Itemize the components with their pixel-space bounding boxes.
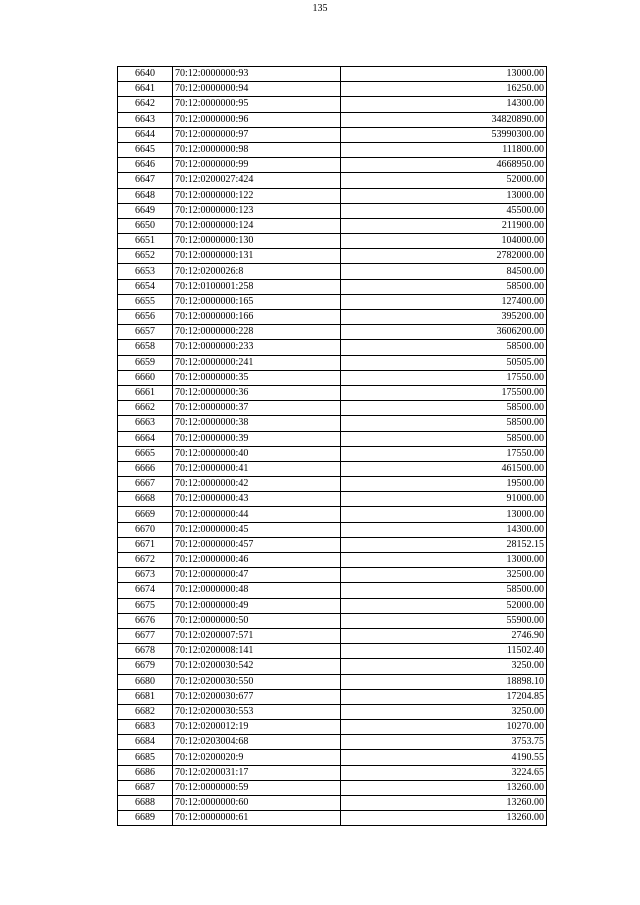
cadastral-value-cell: 52000.00 xyxy=(341,598,547,613)
row-number-cell: 6673 xyxy=(118,568,173,583)
row-number-cell: 6662 xyxy=(118,401,173,416)
cadastral-number-cell: 70:12:0000000:49 xyxy=(173,598,341,613)
cadastral-number-cell: 70:12:0000000:241 xyxy=(173,355,341,370)
table-row xyxy=(118,294,547,309)
table-row xyxy=(118,796,547,811)
row-number-cell: 6686 xyxy=(118,765,173,780)
table-row xyxy=(118,704,547,719)
cadastral-value-cell: 58500.00 xyxy=(341,431,547,446)
cadastral-value-cell: 32500.00 xyxy=(341,568,547,583)
table-row xyxy=(118,158,547,173)
table-row xyxy=(118,127,547,142)
cadastral-value-cell: 45500.00 xyxy=(341,203,547,218)
cadastral-value-cell: 84500.00 xyxy=(341,264,547,279)
cadastral-value-cell: 4190.55 xyxy=(341,750,547,765)
table-row xyxy=(118,446,547,461)
table-row xyxy=(118,401,547,416)
row-number-cell: 6679 xyxy=(118,659,173,674)
cadastral-value-cell: 58500.00 xyxy=(341,583,547,598)
row-number-cell: 6643 xyxy=(118,112,173,127)
row-number-cell: 6654 xyxy=(118,279,173,294)
cadastral-value-cell: 3753.75 xyxy=(341,735,547,750)
table-row xyxy=(118,142,547,157)
row-number-cell: 6663 xyxy=(118,416,173,431)
cadastral-number-cell: 70:12:0000000:41 xyxy=(173,461,341,476)
row-number-cell: 6671 xyxy=(118,537,173,552)
row-number-cell: 6682 xyxy=(118,704,173,719)
cadastral-number-cell: 70:12:0000000:50 xyxy=(173,613,341,628)
row-number-cell: 6660 xyxy=(118,370,173,385)
table-row xyxy=(118,264,547,279)
cadastral-value-cell: 104000.00 xyxy=(341,234,547,249)
cadastral-value-cell: 58500.00 xyxy=(341,279,547,294)
cadastral-value-cell: 52000.00 xyxy=(341,173,547,188)
cadastral-number-cell: 70:12:0200027:424 xyxy=(173,173,341,188)
cadastral-number-cell: 70:12:0000000:61 xyxy=(173,811,341,826)
cadastral-value-cell: 2782000.00 xyxy=(341,249,547,264)
cadastral-value-cell: 13260.00 xyxy=(341,811,547,826)
cadastral-number-cell: 70:12:0000000:98 xyxy=(173,142,341,157)
table-row xyxy=(118,720,547,735)
cadastral-number-cell: 70:12:0200008:141 xyxy=(173,644,341,659)
table-row xyxy=(118,385,547,400)
cadastral-value-cell: 91000.00 xyxy=(341,492,547,507)
table-row xyxy=(118,188,547,203)
table-row xyxy=(118,218,547,233)
cadastral-number-cell: 70:12:0000000:36 xyxy=(173,385,341,400)
cadastral-value-cell: 55900.00 xyxy=(341,613,547,628)
row-number-cell: 6680 xyxy=(118,674,173,689)
cadastral-value-cell: 58500.00 xyxy=(341,401,547,416)
table-row xyxy=(118,507,547,522)
table-row xyxy=(118,97,547,112)
table-body xyxy=(118,67,547,826)
cadastral-number-cell: 70:12:0200030:677 xyxy=(173,689,341,704)
cadastral-value-cell: 211900.00 xyxy=(341,218,547,233)
row-number-cell: 6666 xyxy=(118,461,173,476)
table-row xyxy=(118,416,547,431)
table-row xyxy=(118,67,547,82)
table-row xyxy=(118,689,547,704)
table-row xyxy=(118,583,547,598)
cadastral-number-cell: 70:12:0000000:96 xyxy=(173,112,341,127)
table-row xyxy=(118,553,547,568)
cadastral-number-cell: 70:12:0000000:131 xyxy=(173,249,341,264)
row-number-cell: 6668 xyxy=(118,492,173,507)
table-row xyxy=(118,82,547,97)
table-row xyxy=(118,234,547,249)
cadastral-value-cell: 19500.00 xyxy=(341,477,547,492)
table-row xyxy=(118,522,547,537)
cadastral-value-cell: 34820890.00 xyxy=(341,112,547,127)
cadastral-number-cell: 70:12:0200031:17 xyxy=(173,765,341,780)
cadastral-value-cell: 3250.00 xyxy=(341,659,547,674)
cadastral-value-cell: 3224.65 xyxy=(341,765,547,780)
cadastral-value-cell: 17550.00 xyxy=(341,446,547,461)
table-row xyxy=(118,279,547,294)
row-number-cell: 6684 xyxy=(118,735,173,750)
row-number-cell: 6640 xyxy=(118,67,173,82)
row-number-cell: 6688 xyxy=(118,796,173,811)
row-number-cell: 6672 xyxy=(118,553,173,568)
table-row xyxy=(118,780,547,795)
cadastral-value-cell: 58500.00 xyxy=(341,416,547,431)
row-number-cell: 6648 xyxy=(118,188,173,203)
cadastral-number-cell: 70:12:0000000:44 xyxy=(173,507,341,522)
cadastral-number-cell: 70:12:0000000:122 xyxy=(173,188,341,203)
cadastral-number-cell: 70:12:0000000:166 xyxy=(173,310,341,325)
cadastral-value-cell: 2746.90 xyxy=(341,628,547,643)
cadastral-number-cell: 70:12:0000000:37 xyxy=(173,401,341,416)
table-row xyxy=(118,613,547,628)
cadastral-value-cell: 17550.00 xyxy=(341,370,547,385)
row-number-cell: 6674 xyxy=(118,583,173,598)
cadastral-number-cell: 70:12:0000000:60 xyxy=(173,796,341,811)
table-row xyxy=(118,765,547,780)
row-number-cell: 6669 xyxy=(118,507,173,522)
cadastral-number-cell: 70:12:0000000:130 xyxy=(173,234,341,249)
table-row xyxy=(118,340,547,355)
cadastral-value-cell: 14300.00 xyxy=(341,522,547,537)
cadastral-number-cell: 70:12:0200007:571 xyxy=(173,628,341,643)
row-number-cell: 6647 xyxy=(118,173,173,188)
cadastral-value-cell: 3250.00 xyxy=(341,704,547,719)
table-row xyxy=(118,203,547,218)
row-number-cell: 6664 xyxy=(118,431,173,446)
cadastral-number-cell: 70:12:0000000:123 xyxy=(173,203,341,218)
cadastral-number-cell: 70:12:0000000:228 xyxy=(173,325,341,340)
row-number-cell: 6677 xyxy=(118,628,173,643)
cadastral-value-cell: 14300.00 xyxy=(341,97,547,112)
cadastral-number-cell: 70:12:0200026:8 xyxy=(173,264,341,279)
row-number-cell: 6657 xyxy=(118,325,173,340)
row-number-cell: 6649 xyxy=(118,203,173,218)
row-number-cell: 6656 xyxy=(118,310,173,325)
row-number-cell: 6670 xyxy=(118,522,173,537)
table-row xyxy=(118,431,547,446)
cadastral-number-cell: 70:12:0000000:97 xyxy=(173,127,341,142)
row-number-cell: 6650 xyxy=(118,218,173,233)
cadastral-value-cell: 13260.00 xyxy=(341,780,547,795)
cadastral-number-cell: 70:12:0000000:124 xyxy=(173,218,341,233)
row-number-cell: 6658 xyxy=(118,340,173,355)
row-number-cell: 6641 xyxy=(118,82,173,97)
table-row xyxy=(118,750,547,765)
cadastral-number-cell: 70:12:0000000:99 xyxy=(173,158,341,173)
cadastral-value-cell: 50505.00 xyxy=(341,355,547,370)
table-row xyxy=(118,811,547,826)
cadastral-value-cell: 13000.00 xyxy=(341,67,547,82)
cadastral-value-cell: 127400.00 xyxy=(341,294,547,309)
row-number-cell: 6665 xyxy=(118,446,173,461)
table-row xyxy=(118,477,547,492)
row-number-cell: 6644 xyxy=(118,127,173,142)
cadastral-number-cell: 70:12:0000000:45 xyxy=(173,522,341,537)
row-number-cell: 6676 xyxy=(118,613,173,628)
table-row xyxy=(118,310,547,325)
row-number-cell: 6689 xyxy=(118,811,173,826)
cadastral-number-cell: 70:12:0000000:46 xyxy=(173,553,341,568)
cadastral-value-cell: 461500.00 xyxy=(341,461,547,476)
cadastral-value-cell: 18898.10 xyxy=(341,674,547,689)
cadastral-number-cell: 70:12:0200020:9 xyxy=(173,750,341,765)
cadastral-value-cell: 13000.00 xyxy=(341,507,547,522)
table-row xyxy=(118,112,547,127)
row-number-cell: 6681 xyxy=(118,689,173,704)
table-row xyxy=(118,173,547,188)
table-row xyxy=(118,492,547,507)
row-number-cell: 6675 xyxy=(118,598,173,613)
cadastral-value-cell: 28152.15 xyxy=(341,537,547,552)
cadastral-value-table xyxy=(117,66,547,826)
cadastral-number-cell: 70:12:0000000:38 xyxy=(173,416,341,431)
cadastral-value-cell: 4668950.00 xyxy=(341,158,547,173)
cadastral-number-cell: 70:12:0200030:542 xyxy=(173,659,341,674)
row-number-cell: 6685 xyxy=(118,750,173,765)
cadastral-number-cell: 70:12:0100001:258 xyxy=(173,279,341,294)
row-number-cell: 6655 xyxy=(118,294,173,309)
table-row xyxy=(118,659,547,674)
cadastral-value-cell: 111800.00 xyxy=(341,142,547,157)
row-number-cell: 6651 xyxy=(118,234,173,249)
cadastral-value-cell: 10270.00 xyxy=(341,720,547,735)
row-number-cell: 6659 xyxy=(118,355,173,370)
cadastral-number-cell: 70:12:0000000:94 xyxy=(173,82,341,97)
row-number-cell: 6667 xyxy=(118,477,173,492)
cadastral-value-cell: 13000.00 xyxy=(341,553,547,568)
cadastral-number-cell: 70:12:0000000:93 xyxy=(173,67,341,82)
cadastral-value-cell: 395200.00 xyxy=(341,310,547,325)
cadastral-number-cell: 70:12:0000000:35 xyxy=(173,370,341,385)
row-number-cell: 6645 xyxy=(118,142,173,157)
table-row xyxy=(118,598,547,613)
cadastral-number-cell: 70:12:0000000:457 xyxy=(173,537,341,552)
cadastral-number-cell: 70:12:0000000:43 xyxy=(173,492,341,507)
cadastral-number-cell: 70:12:0000000:48 xyxy=(173,583,341,598)
row-number-cell: 6661 xyxy=(118,385,173,400)
row-number-cell: 6642 xyxy=(118,97,173,112)
table-row xyxy=(118,461,547,476)
table-row xyxy=(118,674,547,689)
row-number-cell: 6646 xyxy=(118,158,173,173)
row-number-cell: 6678 xyxy=(118,644,173,659)
cadastral-value-cell: 17204.85 xyxy=(341,689,547,704)
cadastral-number-cell: 70:12:0000000:39 xyxy=(173,431,341,446)
table-row xyxy=(118,644,547,659)
table-row xyxy=(118,249,547,264)
cadastral-value-cell: 11502.40 xyxy=(341,644,547,659)
cadastral-value-cell: 3606200.00 xyxy=(341,325,547,340)
table-row xyxy=(118,628,547,643)
cadastral-number-cell: 70:12:0000000:233 xyxy=(173,340,341,355)
cadastral-number-cell: 70:12:0203004:68 xyxy=(173,735,341,750)
row-number-cell: 6652 xyxy=(118,249,173,264)
cadastral-number-cell: 70:12:0000000:95 xyxy=(173,97,341,112)
table-row xyxy=(118,325,547,340)
table-row xyxy=(118,735,547,750)
cadastral-value-cell: 58500.00 xyxy=(341,340,547,355)
table-row xyxy=(118,537,547,552)
cadastral-value-cell: 16250.00 xyxy=(341,82,547,97)
cadastral-value-cell: 53990300.00 xyxy=(341,127,547,142)
cadastral-number-cell: 70:12:0200030:553 xyxy=(173,704,341,719)
cadastral-value-cell: 175500.00 xyxy=(341,385,547,400)
cadastral-number-cell: 70:12:0200012:19 xyxy=(173,720,341,735)
cadastral-number-cell: 70:12:0000000:42 xyxy=(173,477,341,492)
page-number: 135 xyxy=(312,3,328,14)
table-row xyxy=(118,568,547,583)
cadastral-value-cell: 13000.00 xyxy=(341,188,547,203)
row-number-cell: 6687 xyxy=(118,780,173,795)
table-row xyxy=(118,370,547,385)
cadastral-number-cell: 70:12:0000000:59 xyxy=(173,780,341,795)
cadastral-number-cell: 70:12:0200030:550 xyxy=(173,674,341,689)
cadastral-value-cell: 13260.00 xyxy=(341,796,547,811)
cadastral-number-cell: 70:12:0000000:165 xyxy=(173,294,341,309)
row-number-cell: 6683 xyxy=(118,720,173,735)
cadastral-number-cell: 70:12:0000000:40 xyxy=(173,446,341,461)
cadastral-number-cell: 70:12:0000000:47 xyxy=(173,568,341,583)
table-row xyxy=(118,355,547,370)
row-number-cell: 6653 xyxy=(118,264,173,279)
